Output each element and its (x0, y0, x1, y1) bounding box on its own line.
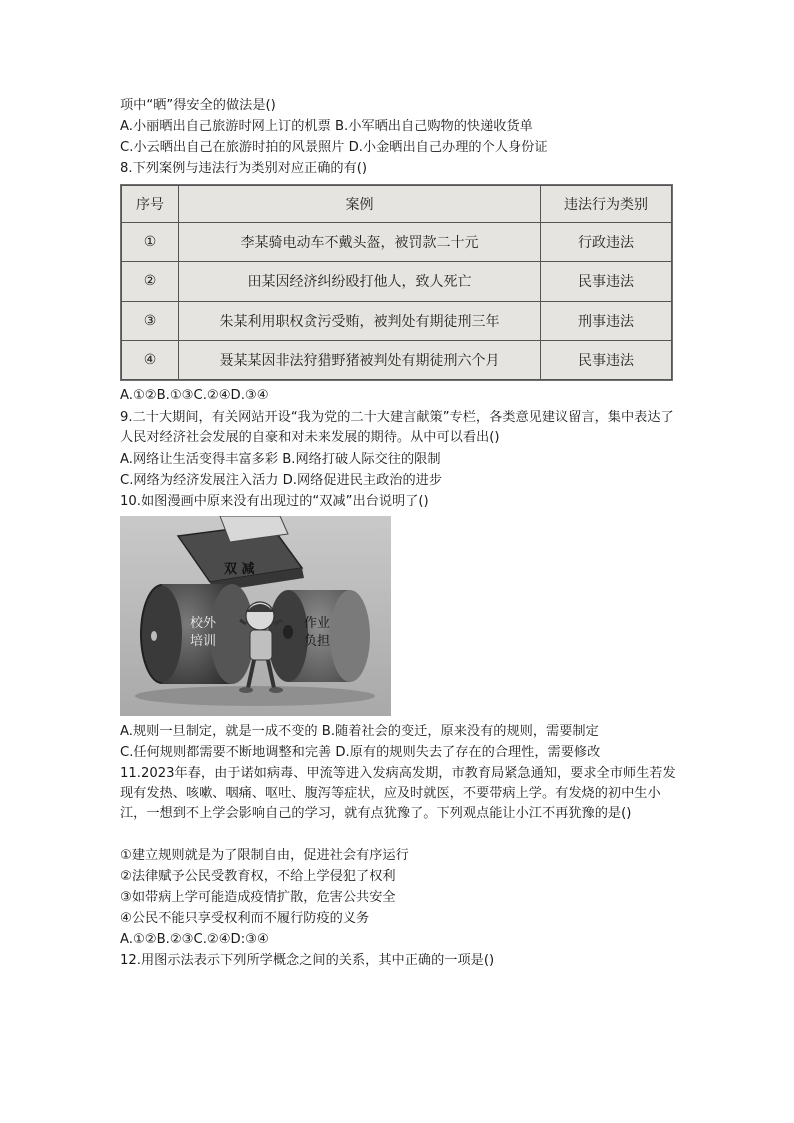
table-cell: 民事违法 (541, 340, 672, 379)
q11-stem: 11.2023年春，由于诺如病毒、甲流等进入发病高发期，市教育局紧急通知，要求全市师生若发现有发热、咳嗽、咽痛、呕吐、腹泻等症状，应及时就医，不要带病上学。有发烧的初中生小江，一想到不上学会影响自己的学习，就有点犹豫了。下列观点能让小江不再犹豫的是() (120, 766, 676, 821)
q11-item-2: ②法律赋予公民受教育权，不给上学侵犯了权利 (120, 869, 396, 884)
table-header-cell: 序号 (122, 186, 179, 223)
q9-options-ab: A.网络让生活变得丰富多彩 B.网络打破人际交往的限制 (120, 452, 441, 467)
q8-stem: 8.下列案例与违法行为类别对应正确的有() (120, 161, 368, 176)
q8-case-table (120, 184, 673, 381)
table-cell: ④ (122, 340, 179, 379)
table-cell: ② (122, 262, 179, 301)
table-cell: 朱某利用职权贪污受贿，被判处有期徒刑三年 (179, 301, 541, 340)
q12-stem: 12.用图示法表示下列所学概念之间的关系，其中正确的一项是() (120, 953, 495, 968)
table-cell: 聂某某因非法狩猎野猪被判处有期徒刑六个月 (179, 340, 541, 379)
q10-options-cd: C.任何规则都需要不断地调整和完善 D.原有的规则失去了存在的合理性，需要修改 (120, 745, 601, 760)
table-cell: 民事违法 (541, 262, 672, 301)
q7-options-cd: C.小云晒出自己在旅游时拍的风景照片 D.小金晒出自己办理的个人身份证 (120, 140, 548, 155)
table-cell: 田某因经济纠纷殴打他人，致人死亡 (179, 262, 541, 301)
table-cell: 刑事违法 (541, 301, 672, 340)
table-header-row (122, 186, 672, 223)
table-header-cell: 案例 (179, 186, 541, 223)
q10-stem: 10.如图漫画中原来没有出现过的“双减”出台说明了() (120, 494, 429, 509)
double-reduction-cartoon (120, 516, 391, 716)
table-row (122, 262, 672, 301)
table-row (122, 223, 672, 262)
table-cell: 李某骑电动车不戴头盔，被罚款二十元 (179, 223, 541, 262)
q10-options-ab: A.规则一旦制定，就是一成不变的 B.随着社会的变迁，原来没有的规则，需要制定 (120, 724, 599, 739)
cartoon-label-offcampus-2: 培训 (190, 634, 217, 649)
table-row (122, 301, 672, 340)
table-row (122, 340, 672, 379)
cartoon-illustration (120, 516, 391, 716)
q11-options: A.①②B.②③C.②④D:③④ (120, 932, 269, 947)
table-header-cell: 违法行为类别 (541, 186, 672, 223)
table-cell: ① (122, 223, 179, 262)
q9-stem: 9.二十大期间，有关网站开设“我为党的二十大建言献策”专栏，各类意见建议留言，集中表达了人民对经济社会发展的自豪和对未来发展的期待。从中可以看出() (120, 410, 674, 445)
table-cell: ③ (122, 301, 179, 340)
cartoon-label-offcampus-1: 校外 (190, 616, 217, 631)
cartoon-label-homework-1: 作业 (304, 616, 331, 631)
table-cell: 行政违法 (541, 223, 672, 262)
cartoon-label-homework-2: 负担 (304, 634, 331, 649)
q11-item-4: ④公民不能只享受权利而不履行防疫的义务 (120, 911, 370, 926)
q11-item-1: ①建立规则就是为了限制自由，促进社会有序运行 (120, 848, 409, 863)
cartoon-label-double-reduction: 双 减 (224, 562, 255, 577)
q7-options-ab: A.小丽晒出自己旅游时网上订的机票 B.小军晒出自己购物的快递收货单 (120, 119, 533, 134)
q11-item-3: ③如带病上学可能造成疫情扩散，危害公共安全 (120, 890, 396, 905)
q9-options-cd: C.网络为经济发展注入活力 D.网络促进民主政治的进步 (120, 473, 443, 488)
q8-options: A.①②B.①③C.②④D.③④ (120, 388, 269, 403)
q7-stem-tail: 项中“晒”得安全的做法是() (120, 98, 276, 113)
